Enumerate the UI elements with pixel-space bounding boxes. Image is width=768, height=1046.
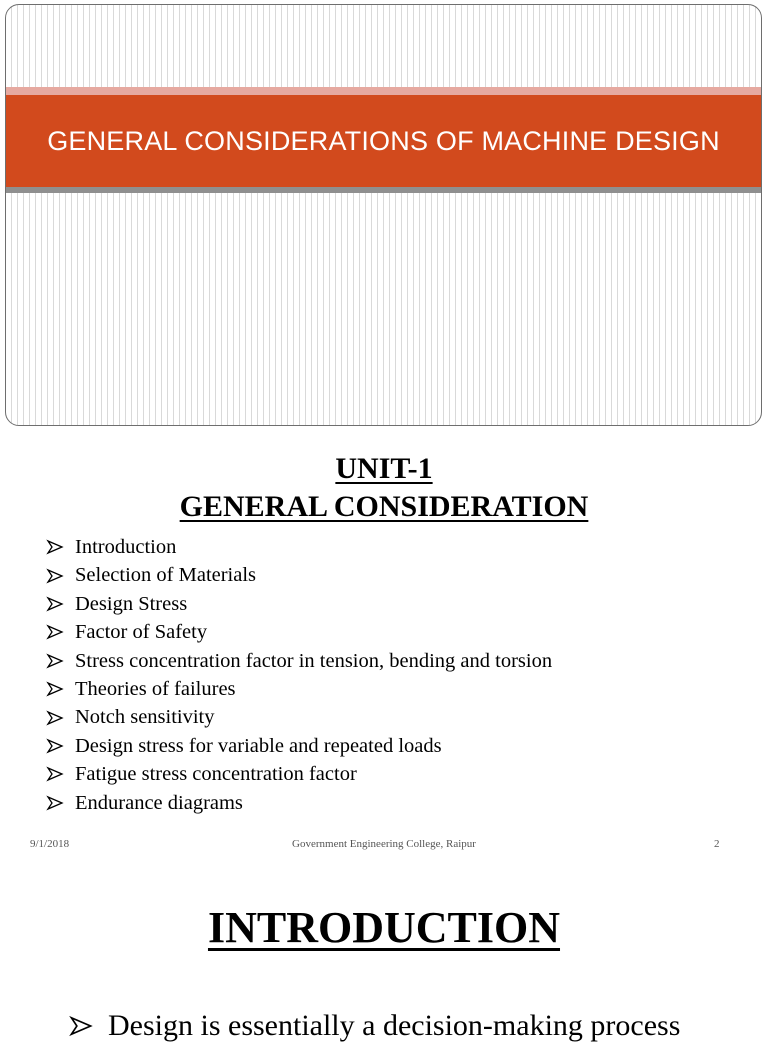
arrow-bullet-icon bbox=[70, 1016, 108, 1036]
footer-page-number: 2 bbox=[714, 838, 720, 850]
topic-list bbox=[47, 533, 552, 817]
unit-heading-line1: UNIT-1 bbox=[335, 452, 433, 485]
arrow-bullet-icon bbox=[47, 711, 75, 725]
list-item-text: Theories of failures bbox=[75, 677, 236, 700]
list-item-text: Notch sensitivity bbox=[75, 706, 215, 729]
list-item-text: Selection of Materials bbox=[75, 564, 257, 587]
unit-slide bbox=[0, 436, 768, 866]
slide-title: GENERAL CONSIDERATIONS OF MACHINE DESIGN bbox=[47, 125, 720, 156]
list-item-text: Design is essentially a decision-making process bbox=[108, 1009, 681, 1042]
list-item bbox=[70, 1006, 680, 1046]
list-item bbox=[47, 590, 552, 618]
list-item bbox=[47, 789, 552, 817]
arrow-bullet-icon bbox=[47, 569, 75, 583]
title-slide bbox=[5, 4, 762, 426]
list-item-text: Introduction bbox=[75, 536, 177, 558]
arrow-bullet-icon bbox=[47, 654, 75, 668]
list-item bbox=[47, 675, 552, 703]
footer-institution: Government Engineering College, Raipur bbox=[292, 838, 476, 850]
list-item bbox=[47, 760, 552, 788]
list-item bbox=[47, 561, 552, 589]
list-item-text: Stress concentration factor in tension, bending and torsion bbox=[75, 649, 553, 672]
arrow-bullet-icon bbox=[47, 682, 75, 696]
list-item bbox=[47, 703, 552, 731]
list-item bbox=[47, 647, 552, 675]
list-item-text: Endurance diagrams bbox=[75, 791, 243, 814]
introduction-heading-text: INTRODUCTION bbox=[207, 903, 561, 952]
introduction-slide bbox=[0, 884, 768, 1042]
arrow-bullet-icon bbox=[47, 767, 75, 781]
unit-heading-line2: GENERAL CONSIDERATION bbox=[179, 490, 589, 523]
list-item-text: Factor of Safety bbox=[75, 621, 208, 644]
list-item-text: Fatigue stress concentration factor bbox=[75, 763, 357, 786]
title-band-bottom-stripe bbox=[6, 187, 761, 193]
list-item bbox=[47, 533, 552, 561]
arrow-bullet-icon bbox=[47, 625, 75, 639]
title-band-main bbox=[6, 95, 761, 187]
title-band-top-stripe bbox=[6, 87, 761, 95]
list-item bbox=[47, 618, 552, 646]
arrow-bullet-icon bbox=[47, 739, 75, 753]
arrow-bullet-icon bbox=[47, 597, 75, 611]
unit-heading bbox=[0, 450, 768, 526]
list-item bbox=[47, 732, 552, 760]
title-band bbox=[6, 87, 761, 195]
introduction-heading bbox=[0, 900, 768, 956]
list-item-text: Design stress for variable and repeated loads bbox=[75, 734, 442, 757]
list-item-text: Design Stress bbox=[75, 592, 188, 615]
footer-date: 9/1/2018 bbox=[30, 838, 70, 850]
arrow-bullet-icon bbox=[47, 796, 75, 810]
arrow-bullet-icon bbox=[47, 540, 75, 554]
